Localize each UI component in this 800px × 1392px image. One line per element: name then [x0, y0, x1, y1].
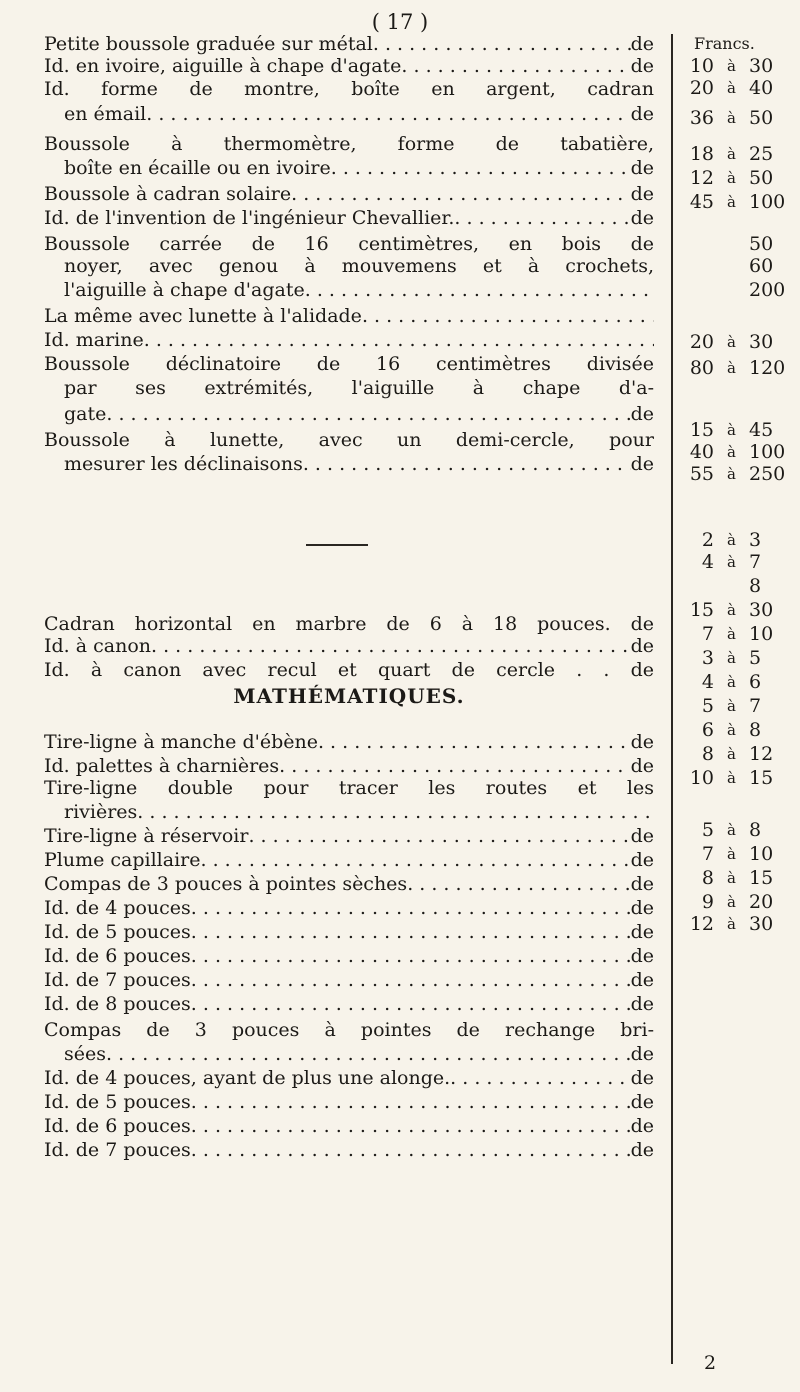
entry-text: Id. de l'invention de l'ingénieur Chevallier.: [44, 208, 455, 229]
price-hi: 30: [749, 599, 774, 621]
entry-de: de: [630, 104, 654, 125]
price-range: [684, 744, 789, 766]
entry-text: Id. forme de montre, boîte en argent, cadran: [44, 79, 654, 100]
price-hi: 50: [749, 167, 774, 189]
price-a: à: [727, 649, 736, 667]
price-header: Francs.: [694, 34, 755, 53]
dot-leader: [191, 946, 631, 968]
entry-de: de: [630, 1092, 654, 1113]
price-lo: 15: [689, 599, 714, 621]
entry-line: [44, 34, 654, 56]
entry-de: de: [630, 994, 654, 1015]
price-hi: 7: [749, 695, 762, 717]
price-hi: 50: [749, 107, 774, 129]
price-a: à: [727, 553, 736, 571]
entry-line: [44, 134, 654, 156]
entry-line: [64, 158, 654, 180]
entry-line: [64, 454, 654, 476]
entry-line: [64, 404, 654, 426]
price-range: [684, 820, 789, 842]
price-a: à: [727, 421, 736, 439]
dot-leader: [191, 1092, 631, 1114]
entry-line: [44, 994, 654, 1016]
price-hi: 8: [749, 819, 762, 841]
entry-text: Boussole carrée de 16 centimètres, en bois de: [44, 234, 654, 255]
price-lo: 6: [701, 719, 714, 741]
price-lo: 9: [701, 891, 714, 913]
entry-text: Cadran horizontal en marbre de 6 à 18 pouces. de: [44, 614, 654, 635]
section-rule: [306, 544, 368, 546]
dot-leader: [279, 756, 630, 778]
entry-de: de: [630, 850, 654, 871]
price-range: [684, 78, 789, 100]
entry-de: de: [630, 56, 654, 77]
price-hi: 7: [749, 551, 762, 573]
entry-line: [44, 946, 654, 968]
entry-line: [44, 874, 654, 896]
price-range: [684, 844, 789, 866]
price-range: [684, 280, 789, 302]
entry-de: de: [630, 404, 654, 425]
entry-text: l'aiguille à chape d'agate: [64, 280, 305, 301]
entry-line: [44, 234, 654, 256]
price-hi: 6: [749, 671, 762, 693]
price-lo: 5: [701, 819, 714, 841]
dot-leader: [191, 994, 631, 1016]
entry-line: [44, 922, 654, 944]
entry-line: [44, 208, 654, 230]
price-range: [684, 420, 789, 442]
page-number: ( 17 ): [371, 10, 429, 34]
price-a: à: [727, 145, 736, 163]
price-lo: 10: [689, 767, 714, 789]
entry-de: de: [630, 922, 654, 943]
entry-text: Boussole à cadran solaire: [44, 184, 292, 205]
entry-line: [44, 354, 654, 376]
entry-text: rivières: [64, 802, 138, 823]
dot-leader: [191, 970, 631, 992]
entry-line: [44, 1020, 654, 1042]
entry-text: Id. de 4 pouces, ayant de plus une alonge.: [44, 1068, 451, 1089]
price-lo: 5: [701, 695, 714, 717]
dot-leader: [191, 1140, 631, 1162]
price-lo: 4: [701, 671, 714, 693]
price-a: à: [727, 333, 736, 351]
dot-leader: [146, 104, 630, 126]
entry-de: de: [630, 454, 654, 475]
entry-text: Id. à canon avec recul et quart de cercle . . de: [44, 660, 654, 681]
entry-de: de: [630, 826, 654, 847]
price-lo: 12: [689, 913, 714, 935]
price-range: [684, 914, 789, 936]
entry-line: [44, 1068, 654, 1090]
price-range: [684, 552, 789, 574]
price-range: [684, 600, 789, 622]
price-a: à: [727, 745, 736, 763]
entry-de: de: [630, 1068, 654, 1089]
price-hi: 10: [749, 623, 774, 645]
dot-leader: [305, 280, 654, 302]
price-range: [684, 256, 789, 278]
dot-leader: [144, 330, 654, 352]
price-hi: 45: [749, 419, 774, 441]
price-range: [684, 464, 789, 486]
price-a: à: [727, 531, 736, 549]
price-hi: 8: [749, 575, 762, 597]
price-a: à: [727, 915, 736, 933]
entry-de: de: [630, 898, 654, 919]
entry-de: de: [630, 946, 654, 967]
price-hi: 5: [749, 647, 762, 669]
price-range: [684, 168, 789, 190]
price-a: à: [727, 109, 736, 127]
price-range: [684, 624, 789, 646]
dot-leader: [318, 732, 631, 754]
price-hi: 200: [749, 279, 786, 301]
price-lo: 18: [689, 143, 714, 165]
entry-line: [44, 1116, 654, 1138]
signature-mark: 2: [704, 1352, 717, 1374]
price-a: à: [727, 673, 736, 691]
dot-leader: [191, 922, 631, 944]
price-hi: 100: [749, 191, 786, 213]
dot-leader: [407, 874, 630, 896]
price-range: [684, 892, 789, 914]
price-hi: 100: [749, 441, 786, 463]
section-heading: MATHÉMATIQUES.: [233, 684, 465, 708]
entry-line: [44, 1140, 654, 1162]
price-range: [684, 332, 789, 354]
entry-de: de: [630, 184, 654, 205]
entry-text: par ses extrémités, l'aiguille à chape d'a-: [64, 378, 654, 399]
entry-text: gate: [64, 404, 107, 425]
entry-text: Boussole à thermomètre, forme de tabatière,: [44, 134, 654, 155]
dot-leader: [331, 158, 631, 180]
price-lo: 12: [689, 167, 714, 189]
price-hi: 12: [749, 743, 774, 765]
entry-text: sées: [64, 1044, 106, 1065]
dot-leader: [401, 56, 630, 78]
entry-de: de: [630, 1044, 654, 1065]
price-lo: 20: [689, 331, 714, 353]
price-range: [684, 234, 789, 256]
entry-text: Id. à canon: [44, 636, 151, 657]
entry-text: Id. palettes à charnières: [44, 756, 280, 777]
price-lo: 40: [689, 441, 714, 463]
entry-line: [44, 636, 654, 658]
entry-de: de: [630, 636, 654, 657]
price-a: à: [727, 697, 736, 715]
dot-leader: [191, 898, 631, 920]
entry-line: [44, 826, 654, 848]
price-hi: 30: [749, 55, 774, 77]
price-a: à: [727, 893, 736, 911]
price-range: [684, 108, 789, 130]
entry-text: Boussole déclinatoire de 16 centimètres divisée: [44, 354, 654, 375]
entry-de: de: [630, 34, 654, 55]
price-range: [684, 56, 789, 78]
price-range: [684, 358, 789, 380]
price-hi: 50: [749, 233, 774, 255]
entry-text: Petite boussole graduée sur métal: [44, 34, 373, 55]
dot-leader: [151, 636, 631, 658]
dot-leader: [137, 802, 654, 824]
entry-text: boîte en écaille ou en ivoire: [64, 158, 331, 179]
entry-line: [44, 1092, 654, 1114]
entry-text: Compas de 3 pouces à pointes sèches: [44, 874, 408, 895]
entry-line: [64, 280, 654, 302]
price-a: à: [727, 769, 736, 787]
price-hi: 8: [749, 719, 762, 741]
entry-text: Tire-ligne double pour tracer les routes et les: [44, 778, 654, 799]
entry-text: Id. de 4 pouces: [44, 898, 191, 919]
entry-text: La même avec lunette à l'alidade: [44, 306, 362, 327]
price-lo: 8: [701, 743, 714, 765]
price-a: à: [727, 821, 736, 839]
entry-de: de: [630, 1116, 654, 1137]
dot-leader: [201, 850, 631, 872]
dot-leader: [106, 1044, 631, 1066]
entry-text: Id. de 5 pouces: [44, 922, 191, 943]
dot-leader: [362, 306, 654, 328]
entry-line: [44, 732, 654, 754]
price-lo: 4: [701, 551, 714, 573]
entry-line: [64, 802, 654, 824]
price-lo: 15: [689, 419, 714, 441]
entry-de: de: [630, 970, 654, 991]
entry-text: Id. en ivoire, aiguille à chape d'agate: [44, 56, 402, 77]
price-a: à: [727, 57, 736, 75]
price-hi: 30: [749, 913, 774, 935]
price-a: à: [727, 443, 736, 461]
price-lo: 36: [689, 107, 714, 129]
dot-leader: [373, 34, 631, 56]
price-a: à: [727, 869, 736, 887]
entry-text: Plume capillaire: [44, 850, 201, 871]
price-a: à: [727, 721, 736, 739]
entry-text: Id. de 7 pouces: [44, 1140, 191, 1161]
entry-de: de: [630, 874, 654, 895]
price-range: [684, 672, 789, 694]
column-divider: [671, 34, 673, 1364]
entry-text: Tire-ligne à manche d'ébène: [44, 732, 318, 753]
price-lo: 8: [701, 867, 714, 889]
price-hi: 120: [749, 357, 786, 379]
entry-text: Tire-ligne à réservoir: [44, 826, 249, 847]
entry-text: Boussole à lunette, avec un demi-cercle, pour: [44, 430, 654, 451]
dot-leader: [248, 826, 630, 848]
price-lo: 55: [689, 463, 714, 485]
entry-line: [64, 378, 654, 400]
price-lo: 2: [701, 529, 714, 551]
price-lo: 7: [701, 623, 714, 645]
price-a: à: [727, 625, 736, 643]
entry-line: [44, 756, 654, 778]
price-a: à: [727, 169, 736, 187]
price-lo: 20: [689, 77, 714, 99]
entry-line: [64, 1044, 654, 1066]
price-hi: 25: [749, 143, 774, 165]
entry-line: [44, 184, 654, 206]
price-range: [684, 192, 789, 214]
entry-de: de: [630, 208, 654, 229]
price-lo: 7: [701, 843, 714, 865]
entry-line: [44, 330, 654, 352]
entry-text: Id. marine: [44, 330, 144, 351]
entry-line: [44, 56, 654, 78]
price-hi: 30: [749, 331, 774, 353]
price-range: [684, 144, 789, 166]
price-hi: 15: [749, 867, 774, 889]
price-hi: 60: [749, 255, 774, 277]
entry-text: en émail: [64, 104, 147, 125]
entry-line: [64, 104, 654, 126]
entry-line: [44, 614, 654, 636]
dot-leader: [291, 184, 630, 206]
entry-de: de: [630, 756, 654, 777]
entry-text: mesurer les déclinaisons: [64, 454, 303, 475]
entry-text: Id. de 5 pouces: [44, 1092, 191, 1113]
price-range: [684, 530, 789, 552]
price-lo: 10: [689, 55, 714, 77]
price-hi: 250: [749, 463, 786, 485]
price-hi: 15: [749, 767, 774, 789]
entry-de: de: [630, 158, 654, 179]
entry-text: Id. de 7 pouces: [44, 970, 191, 991]
entry-text: Id. de 6 pouces: [44, 946, 191, 967]
dot-leader: [454, 208, 630, 230]
price-a: à: [727, 845, 736, 863]
entry-line: [44, 660, 654, 682]
entry-de: de: [630, 1140, 654, 1161]
entry-text: noyer, avec genou à mouvemens et à crochets,: [64, 256, 654, 277]
dot-leader: [191, 1116, 631, 1138]
price-a: à: [727, 465, 736, 483]
price-range: [684, 868, 789, 890]
dot-leader: [450, 1068, 630, 1090]
price-range: [684, 576, 789, 598]
entry-line: [44, 778, 654, 800]
price-lo: 80: [689, 357, 714, 379]
price-lo: 45: [689, 191, 714, 213]
entry-de: de: [630, 732, 654, 753]
price-range: [684, 696, 789, 718]
price-a: à: [727, 79, 736, 97]
price-range: [684, 768, 789, 790]
price-hi: 10: [749, 843, 774, 865]
entry-line: [44, 850, 654, 872]
entry-text: Id. de 8 pouces: [44, 994, 191, 1015]
price-a: à: [727, 193, 736, 211]
price-lo: 3: [701, 647, 714, 669]
price-range: [684, 442, 789, 464]
entry-line: [44, 306, 654, 328]
entry-text: Compas de 3 pouces à pointes de rechange bri-: [44, 1020, 654, 1041]
entry-text: Id. de 6 pouces: [44, 1116, 191, 1137]
price-hi: 3: [749, 529, 762, 551]
price-a: à: [727, 359, 736, 377]
dot-leader: [303, 454, 631, 476]
price-a: à: [727, 601, 736, 619]
entry-line: [44, 898, 654, 920]
price-range: [684, 648, 789, 670]
price-hi: 40: [749, 77, 774, 99]
entry-line: [64, 256, 654, 278]
entry-line: [44, 430, 654, 452]
price-hi: 20: [749, 891, 774, 913]
entry-line: [44, 79, 654, 101]
price-range: [684, 720, 789, 742]
entry-line: [44, 970, 654, 992]
dot-leader: [106, 404, 630, 426]
